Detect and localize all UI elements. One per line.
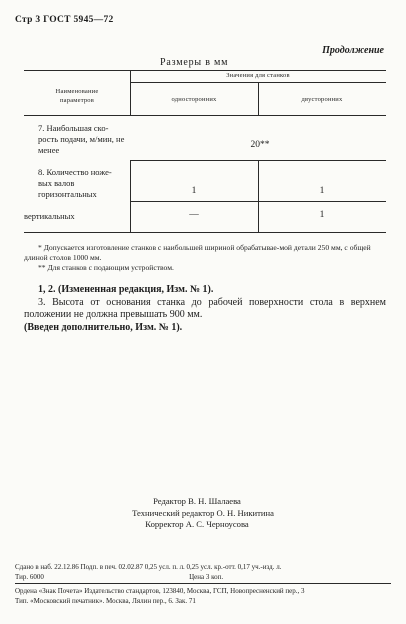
footnotes xyxy=(24,243,384,274)
table-top-rule xyxy=(24,70,386,71)
editor-line: Редактор В. Н. Шалаева xyxy=(153,496,241,506)
header-bottom-rule xyxy=(24,115,386,116)
tech-editor-line: Технический редактор О. Н. Никитина xyxy=(132,507,274,518)
body-text xyxy=(24,284,386,334)
row-8-param: 8. Количество ноже- вых валов горизонтальных xyxy=(38,167,112,199)
footnote-2: ** Для станков с подающим устройством. xyxy=(38,263,174,273)
row-vertical-two-side: 1 xyxy=(319,210,325,220)
row-vertical-one-side: — xyxy=(189,210,199,220)
col-param-header: Наименование параметров xyxy=(55,88,99,104)
amendment-note-added: (Введен дополнительно, Изм. № 1). xyxy=(24,321,183,333)
footnote-1: * Допускается изготовление станков с наибольшей шириной обрабатывае-мой детали 250 мм, с общей длиной столов 1000 мм. xyxy=(24,243,371,263)
col-one-side-header: односторонних xyxy=(171,96,217,103)
col-two-side-header: двусторонних xyxy=(301,96,343,103)
imprint-line-3: Ордена «Знак Почета» Издательство стандартов, 123840, Москва, ГСП, Новопресненский пер., 3 xyxy=(15,587,305,595)
imprint-line-4: Тип. «Московский печатник». Москва, Лялин пер., 6. Зак. 71 xyxy=(15,597,196,605)
continuation-label: Продолжение xyxy=(322,45,384,56)
row-8-one-side: 1 xyxy=(191,186,197,196)
row-8-two-side: 1 xyxy=(319,186,325,196)
value-row-divider-2 xyxy=(130,201,386,202)
clause-3: 3. Высота от основания станка до рабочей поверхности стола в верхнем положении не должна превышать 900 мм. xyxy=(24,296,386,320)
row-vertical-param: вертикальных xyxy=(24,211,75,221)
imprint-line-2: Тир. 6000 Цена 3 коп. xyxy=(15,573,224,581)
table-title: Размеры в мм xyxy=(160,57,229,68)
imprint-line-1: Сдано в наб. 22.12.86 Подп. в печ. 02.02.87 0,25 усл. п. л. 0,25 усл. кр.-отт. 0,17 уч.-изд. л. xyxy=(15,563,282,571)
imprint-rule xyxy=(15,583,391,584)
col-values-group-header: Значения для станков xyxy=(226,72,290,79)
table-bottom-rule xyxy=(24,232,386,233)
editors-block xyxy=(0,496,406,531)
row-7-param: 7. Наибольшая ско- рость подачи, м/мин, не менее xyxy=(38,123,125,155)
imprint-block xyxy=(15,562,391,606)
row-7-value: 20** xyxy=(250,140,270,150)
corrector-line: Корректор А. С. Черноусова xyxy=(145,519,249,530)
amendment-note-1-2: 1, 2. (Измененная редакция, Изм. № 1). xyxy=(38,284,214,295)
page-header: Стр 3 ГОСТ 5945—72 xyxy=(15,15,114,25)
